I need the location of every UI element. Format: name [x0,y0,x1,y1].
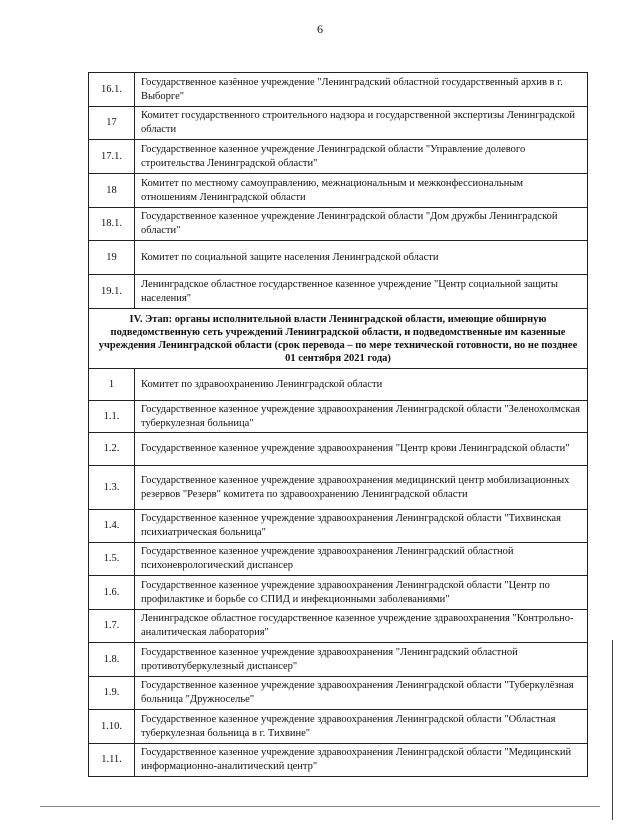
table-row [89,369,588,401]
row-number: 1.9. [89,677,135,710]
table-row [89,466,588,510]
row-text: Государственное казённое учреждение "Ленинградский областной государственный архив в г. Выборге" [135,73,588,107]
row-text: Комитет государственного строительного надзора и государственной экспертизы Ленинградской области [135,107,588,140]
table-row [89,643,588,677]
table-row [89,140,588,174]
row-number: 18 [89,174,135,208]
row-text: Государственное казенное учреждение здравоохранения Ленинградский областной психоневрологический диспансер [135,543,588,576]
row-text: Государственное казенное учреждение здравоохранения Ленинградской области "Центр по профилактике и борьбе со СПИД и инфекционными заболеваниями" [135,576,588,610]
row-text: Государственное казенное учреждение здравоохранения Ленинградской области "Туберкулёзная больница "Дружноселье" [135,677,588,710]
row-number: 19 [89,241,135,275]
row-number: 1.11. [89,744,135,777]
row-number: 17.1. [89,140,135,174]
table-row [89,401,588,433]
row-number: 1.2. [89,433,135,466]
row-text: Комитет по здравоохранению Ленинградской области [135,369,588,401]
table-row [89,107,588,140]
row-number: 1.7. [89,610,135,643]
row-text: Государственное казенное учреждение здравоохранения медицинский центр мобилизационных резервов "Резерв" комитета по здравоохранению Ленинградской области [135,466,588,510]
row-number: 1 [89,369,135,401]
row-text: Государственное казенное учреждение Ленинградской области "Дом дружбы Ленинградской области" [135,208,588,241]
institutions-table [88,72,588,777]
row-number: 1.1. [89,401,135,433]
table-row [89,744,588,777]
row-number: 1.4. [89,510,135,543]
table-row [89,677,588,710]
row-text: Государственное казенное учреждение здравоохранения Ленинградской области "Медицинский информационно-аналитический центр" [135,744,588,777]
table-row [89,174,588,208]
row-text: Государственное казенное учреждение здравоохранения "Ленинградский областной противотуберкулезный диспансер" [135,643,588,677]
table-row [89,710,588,744]
row-text: Государственное казенное учреждение здравоохранения Ленинградской области "Зеленохолмская туберкулезная больница" [135,401,588,433]
table-row [89,73,588,107]
table-row [89,543,588,576]
table-row [89,275,588,309]
row-text: Ленинградское областное государственное казенное учреждение здравоохранения "Контрольно-аналитическая лаборатория" [135,610,588,643]
table-row [89,610,588,643]
footer-rule [40,806,600,807]
table-row [89,576,588,610]
row-number: 1.5. [89,543,135,576]
row-text: Государственное казенное учреждение здравоохранения "Центр крови Ленинградской области" [135,433,588,466]
stage-heading-row [89,309,588,369]
row-number: 16.1. [89,73,135,107]
row-number: 1.3. [89,466,135,510]
row-text: Государственное казенное учреждение здравоохранения Ленинградской области "Областная туберкулезная больница в г. Тихвине" [135,710,588,744]
scan-edge-line [612,640,613,820]
table-row [89,510,588,543]
table-row [89,433,588,466]
row-text: Ленинградское областное государственное казенное учреждение "Центр социальной защиты населения" [135,275,588,309]
row-text: Комитет по местному самоуправлению, межнациональным и межконфессиональным отношениям Ленинградской области [135,174,588,208]
row-number: 1.8. [89,643,135,677]
row-text: Государственное казенное учреждение Ленинградской области "Управление долевого строительства Ленинградской области" [135,140,588,174]
table-row [89,208,588,241]
table-row [89,241,588,275]
stage-heading: IV. Этап: органы исполнительной власти Ленинградской области, имеющие обширную подведомственную сеть учреждений Ленинградской области, и подведомственные им казенные учреждения Ленинградской области (срок перевода – по мере технической готовности, но не позднее 01 сентября 2021 года) [89,309,588,369]
row-text: Комитет по социальной защите населения Ленинградской области [135,241,588,275]
row-number: 18.1. [89,208,135,241]
row-number: 1.10. [89,710,135,744]
page-number: 6 [317,22,323,36]
row-number: 19.1. [89,275,135,309]
row-number: 1.6. [89,576,135,610]
row-number: 17 [89,107,135,140]
row-text: Государственное казенное учреждение здравоохранения Ленинградской области "Тихвинская психиатрическая больница" [135,510,588,543]
